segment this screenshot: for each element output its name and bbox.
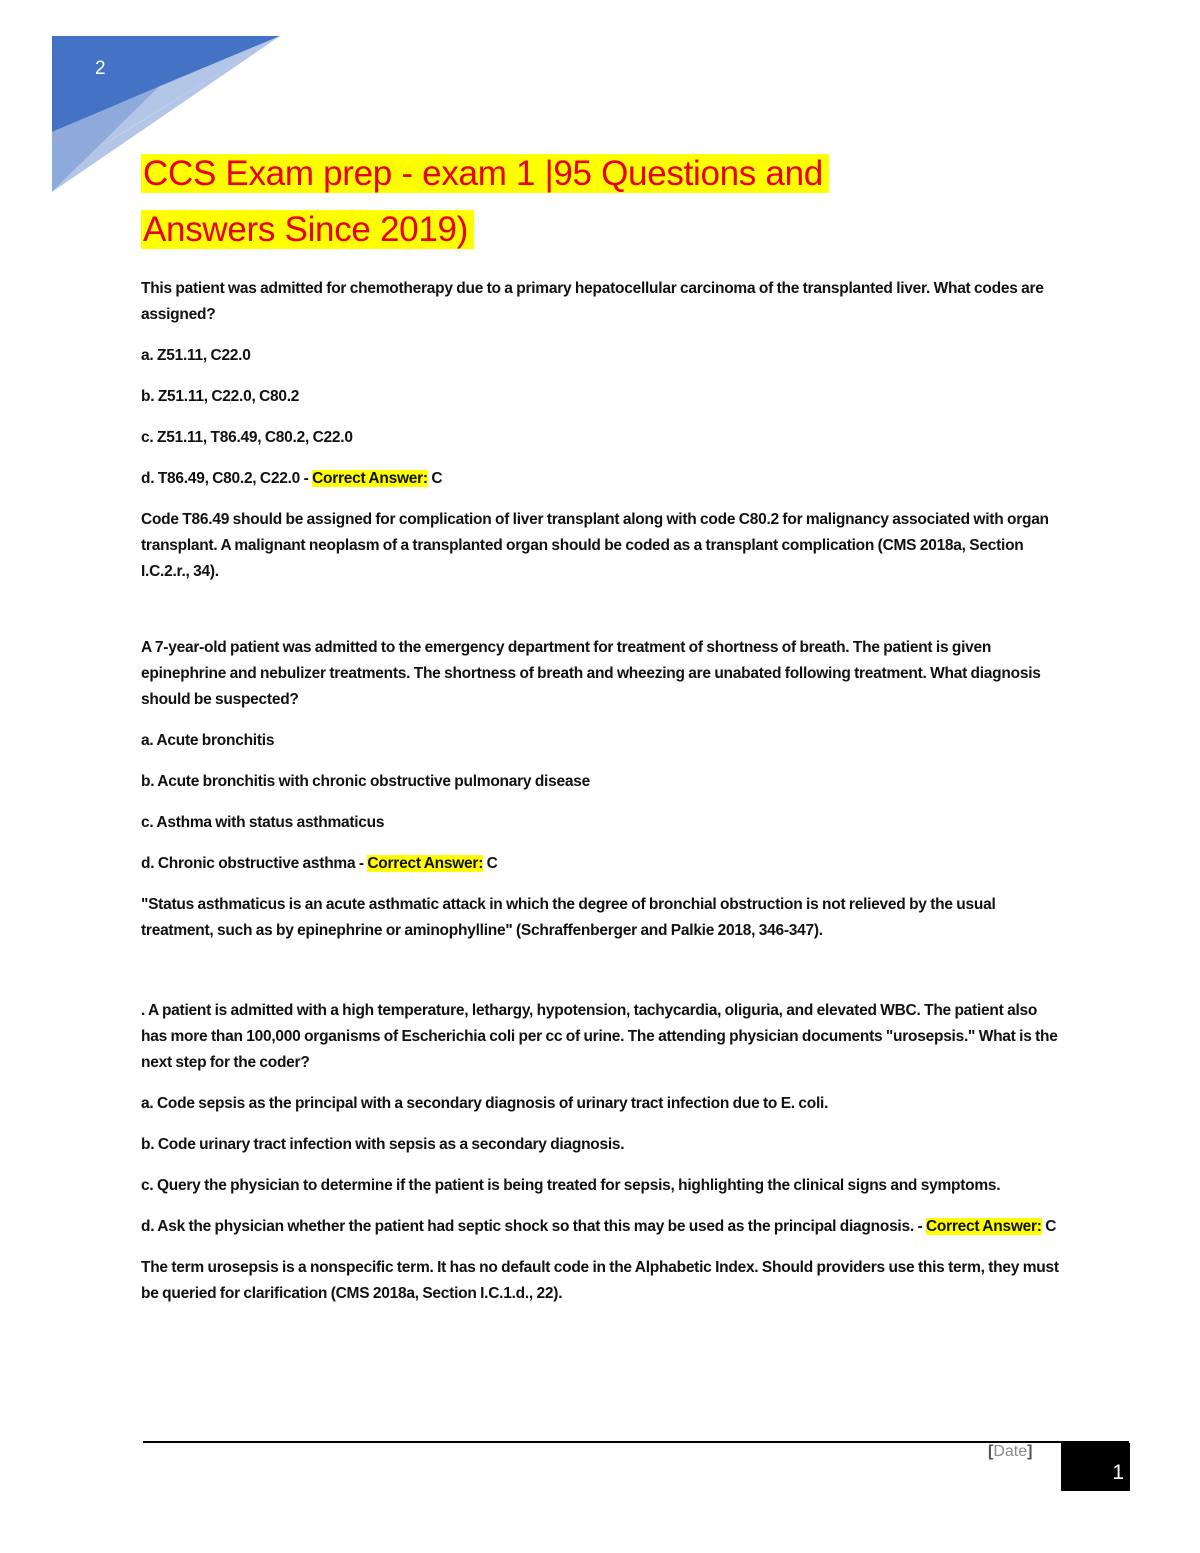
answer-option xyxy=(141,851,1061,877)
footer-date xyxy=(988,1443,1032,1461)
answer-option: c. Z51.11, T86.49, C80.2, C22.0 xyxy=(141,429,353,446)
question-stem: . A patient is admitted with a high temperature, lethargy, hypotension, tachycardia, oliguria, and elevated WBC. The patient also has more than 100,000 organisms of Escherichia coli per cc of urine. The attending physician documents "urosepsis." What is the next step for the coder? xyxy=(141,1002,1058,1071)
answer-rationale: "Status asthmaticus is an acute asthmatic attack in which the degree of bronchial obstruction is not relieved by the usual treatment, such as by epinephrine or aminophylline" (Schraffenberger and Palkie 2018, 346-347). xyxy=(141,896,996,939)
correct-answer-label: Correct Answer: xyxy=(925,1218,1042,1235)
page-title xyxy=(141,146,1061,258)
answer-option xyxy=(141,1214,1061,1240)
answer-option: c. Query the physician to determine if the patient is being treated for sepsis, highlighting the clinical signs and symptoms. xyxy=(141,1177,1001,1194)
question-stem: A 7-year-old patient was admitted to the emergency department for treatment of shortness of breath. The patient is given epinephrine and nebulizer treatments. The shortness of breath and wheezing are unabated following treatment. What diagnosis should be suspected? xyxy=(141,639,1041,708)
date-bracket-close: ] xyxy=(1027,1443,1033,1460)
option-text: d. Ask the physician whether the patient had septic shock so that this may be used as the principal diagnosis. - xyxy=(141,1218,926,1235)
answer-option xyxy=(141,466,1061,492)
answer-option: a. Code sepsis as the principal with a secondary diagnosis of urinary tract infection due to E. coli. xyxy=(141,1095,829,1112)
correct-answer-label: Correct Answer: xyxy=(367,855,484,872)
date-placeholder: Date xyxy=(993,1443,1028,1460)
title-line-2: Answers Since 2019) xyxy=(141,210,474,249)
title-line-1: CCS Exam prep - exam 1 |95 Questions and xyxy=(141,154,829,193)
option-text: d. Chronic obstructive asthma - xyxy=(141,855,368,872)
document-body xyxy=(141,146,1061,1322)
answer-rationale: The term urosepsis is a nonspecific term. It has no default code in the Alphabetic Index. Should providers use this term, they must be queried for clarification (CMS 2018a, Section I.C.1.d., 22). xyxy=(141,1259,1059,1302)
correct-answer-label: Correct Answer: xyxy=(312,470,428,487)
answer-option: a. Z51.11, C22.0 xyxy=(141,347,251,364)
answer-option: c. Asthma with status asthmaticus xyxy=(141,814,385,831)
option-text: d. T86.49, C80.2, C22.0 - xyxy=(141,470,313,487)
footer-page-number: 1 xyxy=(1061,1443,1130,1491)
correct-answer-value: C xyxy=(1041,1218,1057,1235)
question-stem: This patient was admitted for chemotherapy due to a primary hepatocellular carcinoma of the transplanted liver. What codes are assigned? xyxy=(141,280,1044,323)
answer-option: a. Acute bronchitis xyxy=(141,732,275,749)
header-page-number: 2 xyxy=(95,58,106,79)
answer-option: b. Code urinary tract infection with sepsis as a secondary diagnosis. xyxy=(141,1136,625,1153)
correct-answer-value: C xyxy=(483,855,498,872)
answer-rationale: Code T86.49 should be assigned for complication of liver transplant along with code C80.2 for malignancy associated with organ transplant. A malignant neoplasm of a transplanted organ should be coded as a transplant complication (CMS 2018a, Section I.C.2.r., 34). xyxy=(141,511,1049,580)
footer-divider xyxy=(143,1441,1129,1443)
correct-answer-value: C xyxy=(427,470,443,487)
date-bracket-open: [ xyxy=(988,1443,994,1460)
answer-option: b. Z51.11, C22.0, C80.2 xyxy=(141,388,300,405)
answer-option: b. Acute bronchitis with chronic obstructive pulmonary disease xyxy=(141,773,590,790)
